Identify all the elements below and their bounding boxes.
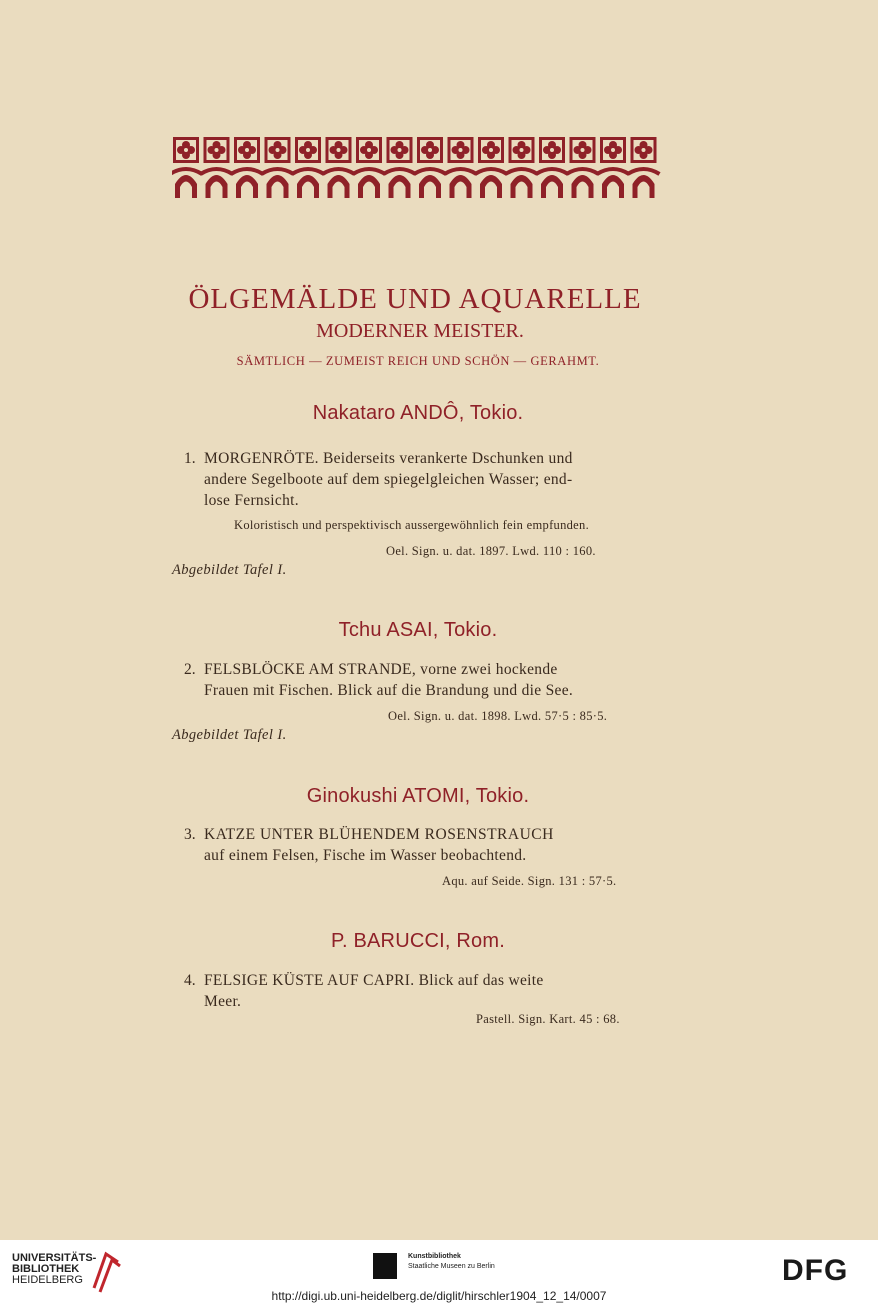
entry-number: 3. — [184, 826, 196, 843]
catalog-entry — [172, 659, 666, 701]
entry-line: FELSIGE KÜSTE AUF CAPRI. Blick auf das weite — [204, 972, 544, 989]
dfg-logo: DFG — [782, 1254, 849, 1287]
library-line: HEIDELBERG — [12, 1274, 83, 1286]
entry-spec: Pastell. Sign. Kart. 45 : 68. — [476, 1012, 620, 1026]
artist-heading: P. BARUCCI, Rom. — [331, 930, 505, 952]
kunstbibliothek-logo-icon — [373, 1253, 397, 1279]
entry-spec: Aqu. auf Seide. Sign. 131 : 57·5. — [442, 874, 617, 888]
library-name — [12, 1253, 96, 1286]
entry-spec: Oel. Sign. u. dat. 1898. Lwd. 57·5 : 85·5. — [388, 709, 608, 723]
plate-reference: Abgebildet Tafel I. — [172, 562, 287, 578]
catalog-subtitle: MODERNER MEISTER. — [316, 320, 524, 342]
artist-heading: Tchu ASAI, Tokio. — [338, 619, 498, 641]
decorative-ornament-border — [172, 136, 664, 200]
entry-line: andere Segelboote auf dem spiegelgleichen Wasser; end- — [204, 471, 573, 488]
entry-line: MORGENRÖTE. Beiderseits verankerte Dschunken und — [204, 450, 573, 467]
entry-spec: Oel. Sign. u. dat. 1897. Lwd. 110 : 160. — [386, 544, 596, 558]
catalog-title: ÖLGEMÄLDE UND AQUARELLE — [188, 283, 642, 315]
catalog-entry — [172, 970, 666, 1012]
plate-reference: Abgebildet Tafel I. — [172, 727, 287, 743]
kb-line: Staatliche Museen zu Berlin — [408, 1263, 495, 1270]
entry-line: Meer. — [204, 993, 242, 1010]
catalog-framing-note: SÄMTLICH — ZUMEIST REICH UND SCHÖN — GERAHMT. — [236, 354, 600, 368]
library-line: BIBLIOTHEK — [12, 1263, 80, 1275]
library-line: UNIVERSITÄTS- — [12, 1252, 97, 1264]
entry-comment: Koloristisch und perspektivisch aussergewöhnlich fein empfunden. — [234, 518, 590, 532]
university-library-logo-icon — [90, 1248, 122, 1294]
entry-line: FELSBLÖCKE AM STRANDE, vorne zwei hockende — [204, 661, 558, 678]
entry-line: auf einem Felsen, Fische im Wasser beobachtend. — [204, 847, 527, 864]
entry-number: 2. — [184, 661, 196, 678]
entry-line: Frauen mit Fischen. Blick auf die Brandung und die See. — [204, 682, 574, 699]
artist-heading: Ginokushi ATOMI, Tokio. — [306, 785, 530, 807]
permalink-url[interactable]: http://digi.ub.uni-heidelberg.de/diglit/hirschler1904_12_14/0007 — [271, 1289, 607, 1303]
kb-line: Kunstbibliothek — [408, 1253, 461, 1260]
kunstbibliothek-name — [408, 1252, 495, 1272]
entry-line: KATZE UNTER BLÜHENDEM ROSENSTRAUCH — [204, 826, 554, 843]
entry-line: lose Fernsicht. — [204, 492, 299, 509]
entry-number: 4. — [184, 972, 196, 989]
catalog-entry — [172, 824, 666, 866]
entry-number: 1. — [184, 450, 196, 467]
artist-heading: Nakataro ANDÔ, Tokio. — [312, 402, 524, 424]
catalog-entry — [172, 448, 666, 511]
